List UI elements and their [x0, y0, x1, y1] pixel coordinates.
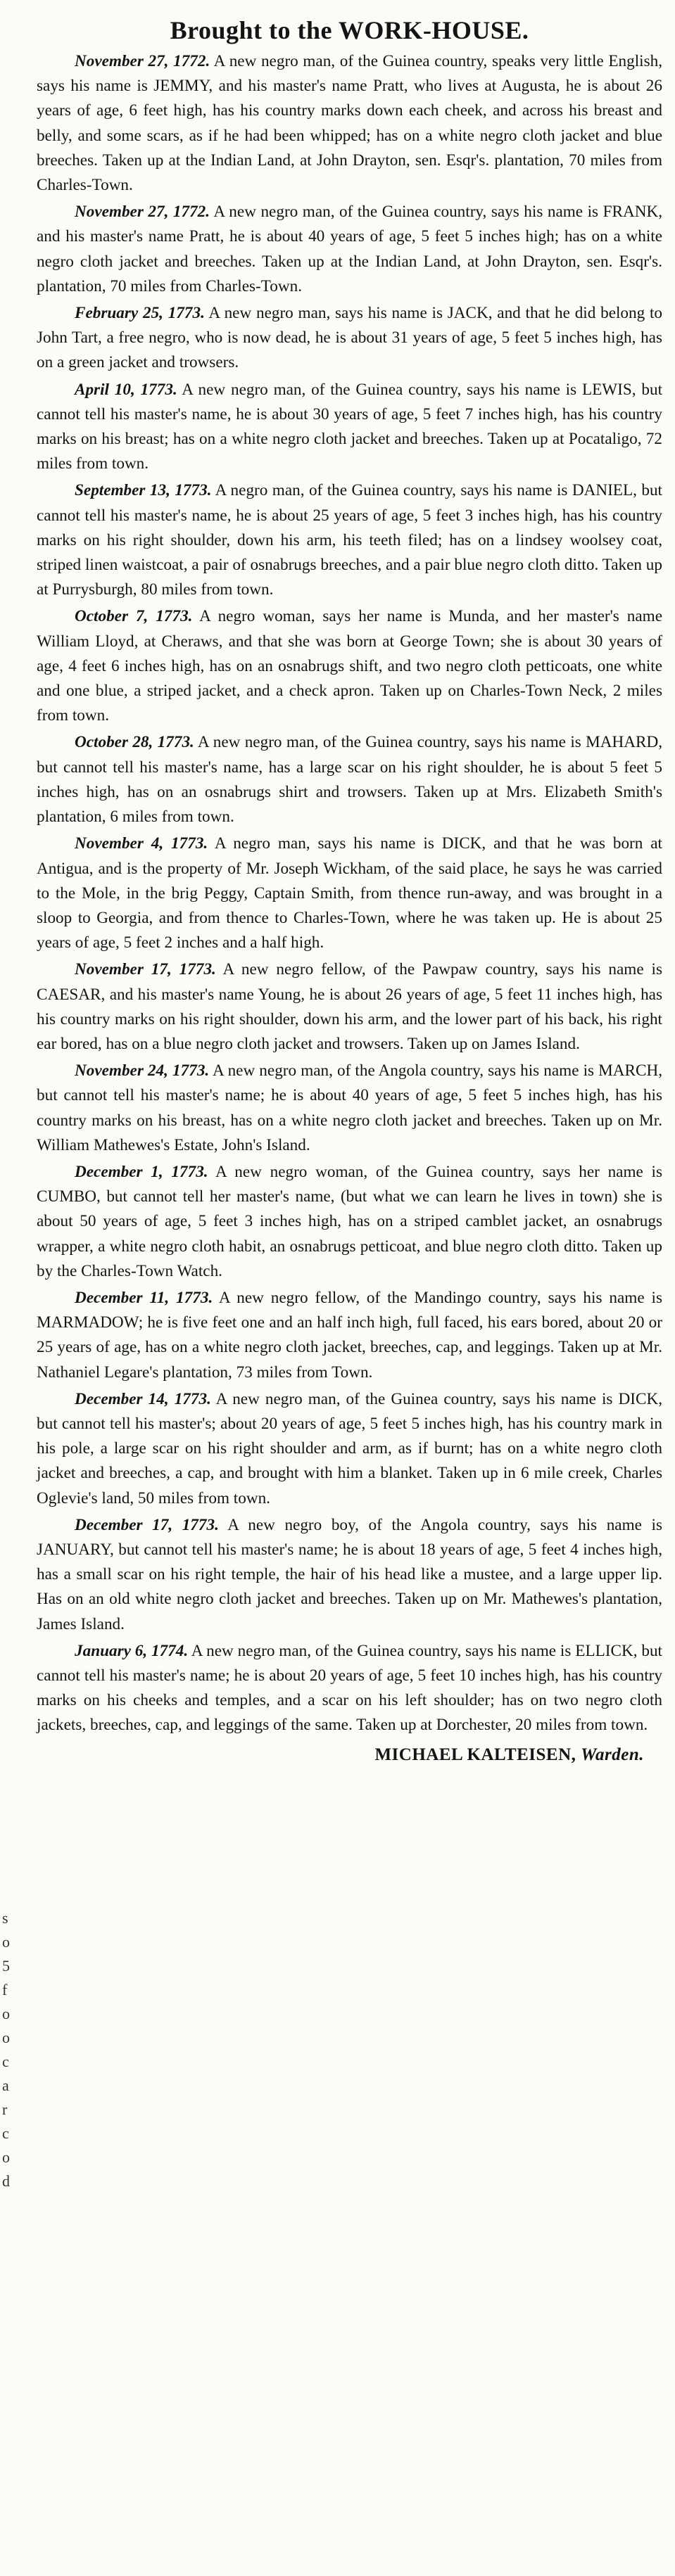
- margin-fragment: d: [2, 2172, 10, 2190]
- advertisement-entry: [37, 49, 662, 198]
- advertisement-entry: [37, 301, 662, 376]
- margin-fragment: s: [2, 1909, 8, 1927]
- advertisement-list: [37, 49, 662, 1738]
- margin-fragment: o: [2, 2005, 10, 2022]
- entry-date: November 27, 1772.: [75, 203, 210, 222]
- margin-fragment: c: [2, 2124, 9, 2142]
- advertisement-entry: [37, 1513, 662, 1637]
- advertisement-entry: [37, 1059, 662, 1158]
- entry-text: A new negro man, of the Guinea country, speaks very little English, says his name is JEMMY, and his master's name Pratt, who lives at Augusta, he is about 26 years of age, 6 feet high, has his country marks down each cheek, and across his breast and belly, and some scars, as if he had been whipped; has on a white negro cloth jacket and blue breeches. Taken up at the Indian Land, at John Drayton, sen. Esqr's. plantation, 70 miles from Charles-Town.: [37, 52, 662, 195]
- advertisement-entry: [37, 957, 662, 1057]
- advertisement-entry: [37, 1160, 662, 1284]
- entry-text: A new negro fellow, of the Mandingo country, says his name is MARMADOW; he is five feet one and an half inch high, full faced, his ears bored, about 20 or 25 years of age, has on a white negro cloth jacket, breeches, cap, and leggings. Taken up at Mr. Nathaniel Legare's plantation, 73 miles from Town.: [37, 1288, 662, 1382]
- entry-text: A negro man, says his name is DICK, and that he was born at Antigua, and is the property of Mr. Joseph Wickham, of the said place, he says he was carried to the Mole, in the brig Peggy, Captain Smith, from thence run-away, and was brought in a sloop to Georgia, and from thence to Charles-Town, where he was taken up. He is about 25 years of age, 5 feet 2 inches and a half high.: [37, 834, 662, 952]
- advertisement-entry: [37, 730, 662, 829]
- entry-text: A negro woman, says her name is Munda, and her master's name William Lloyd, at Cheraws, and that she was born at George Town; she is about 30 years of age, 4 feet 6 inches high, has on an osnabrugs shift, and two negro cloth petticoats, one white and one blue, a striped jacket, and a check apron. Taken up on Charles-Town Neck, 2 miles from town.: [37, 607, 662, 725]
- advertisement-entry: [37, 200, 662, 299]
- entry-text: A new negro man, of the Guinea country, says his name is LEWIS, but cannot tell his master's name, he is about 30 years of age, 5 feet 7 inches high, has his country marks on his breast; has on a white negro cloth jacket and breeches. Taken up at Pocataligo, 72 miles from town.: [37, 380, 663, 473]
- entry-date: November 17, 1773.: [75, 960, 216, 979]
- entry-text: A new negro boy, of the Angola country, says his name is JANUARY, but cannot tell his master's name; he is about 18 years of age, 5 feet 4 inches high, has a small scar on his right temple, the hair of his head like a mustee, and a large upper lip. Has on an old white negro cloth jacket and breeches. Taken up on Mr. Mathewes's plantation, James Island.: [37, 1515, 662, 1633]
- advertisement-entry: [37, 478, 662, 602]
- advertisement-entry: [37, 1387, 662, 1511]
- margin-fragment: c: [2, 2053, 9, 2070]
- entry-date: November 27, 1772.: [75, 52, 210, 70]
- entry-text: A new negro man, of the Guinea country, says his name is FRANK, and his master's name Pratt, he is about 40 years of age, 5 feet 5 inches high; has on a white negro cloth jacket and breeches. Taken up at the Indian Land, at John Drayton, sen. Esqr's. plantation, 70 miles from Charles-Town.: [37, 203, 662, 295]
- signature-role: Warden.: [581, 1745, 644, 1764]
- entry-date: December 17, 1773.: [75, 1515, 219, 1534]
- advertisement-entry: [37, 604, 662, 728]
- entry-date: November 24, 1773.: [75, 1061, 210, 1080]
- margin-fragment: 5: [2, 1957, 10, 1975]
- entry-date: December 11, 1773.: [75, 1288, 213, 1307]
- entry-text: A new negro woman, of the Guinea country, says her name is CUMBO, but cannot tell her master's name, (but what we can learn he lives in town) she is about 50 years of age, 5 feet 3 inches high, has on a striped camblet jacket, an osnabrugs wrapper, a white negro cloth habit, an osnabrugs petticoat, and blue negro cloth ditto. Taken up by the Charles-Town Watch.: [37, 1162, 662, 1280]
- entry-text: A new negro man, of the Guinea country, says his name is DICK, but cannot tell his master's; about 20 years of age, 5 feet 5 inches high, has his country mark in his pole, a large scar on his right shoulder and arm, as if burnt; has on a white negro cloth jacket and breeches, a cap, and brought with him a blanket. Taken up in 6 mile creek, Charles Oglevie's land, 50 miles from town.: [37, 1389, 662, 1507]
- margin-fragment: o: [2, 1933, 10, 1951]
- signature: [37, 1745, 644, 1765]
- entry-date: December 1, 1773.: [75, 1162, 208, 1181]
- entry-date: September 13, 1773.: [75, 481, 212, 500]
- entry-date: October 28, 1773.: [75, 733, 194, 752]
- entry-date: February 25, 1773.: [75, 304, 205, 323]
- advertisement-entry: [37, 1639, 662, 1738]
- entry-text: A new negro man, of the Guinea country, says his name is ELLICK, but cannot tell his master's name; he is about 20 years of age, 5 feet 10 inches high, has his country marks on his cheeks and temples, and a scar on his left shoulder; has on two negro cloth jackets, breeches, cap, and leggings of the same. Taken up at Dorchester, 20 miles from town.: [37, 1641, 662, 1735]
- entry-text: A negro man, of the Guinea country, says his name is DANIEL, but cannot tell his master's name, he is about 25 years of age, 5 feet 3 inches high, has his country marks on his right shoulder, down his arm, his teeth filed; has on a lindsey woolsey coat, striped linen waistcoat, a pair of osnabrugs breeches, and a pair blue negro cloth ditto. Taken up at Purrysburgh, 80 miles from town.: [37, 481, 662, 599]
- advertisement-entry: [37, 831, 662, 955]
- margin-fragment: o: [2, 2148, 10, 2166]
- page-title: Brought to the WORK-HOUSE.: [170, 16, 529, 44]
- advertisement-entry: [37, 378, 662, 477]
- entry-date: January 6, 1774.: [75, 1641, 189, 1660]
- entry-date: April 10, 1773.: [75, 380, 177, 399]
- margin-fragment: o: [2, 2029, 10, 2046]
- entry-text: A new negro man, of the Guinea country, says his name is MAHARD, but cannot tell his master's name, has a large scar on his right shoulder, he is about 5 feet 5 inches high, has on an osnabrugs shirt and trowsers. Taken up at Mrs. Elizabeth Smith's plantation, 6 miles from town.: [37, 733, 662, 827]
- entry-date: December 14, 1773.: [75, 1389, 211, 1408]
- entry-text: A new negro man, of the Angola country, says his name is MARCH, but cannot tell his master's name; he is about 40 years of age, 5 feet 5 inches high, has his country marks on his breast, has on a white negro cloth jacket and breeches. Taken up on Mr. William Mathewes's Estate, John's Island.: [37, 1061, 662, 1154]
- entry-text: A new negro fellow, of the Pawpaw country, says his name is CAESAR, and his master's name Young, he is about 26 years of age, 5 feet 11 inches high, has his country marks on his right shoulder, down his arm, and the lower part of his back, his right ear bored, has on a blue negro cloth jacket and trowsers. Taken up on James Island.: [37, 960, 662, 1053]
- entry-text: A new negro man, says his name is JACK, and that he did belong to John Tart, a free negro, who is now dead, he is about 31 years of age, 5 feet 5 inches high, has on a green jacket and trowsers.: [37, 304, 663, 372]
- margin-fragment: f: [2, 1981, 8, 1998]
- margin-fragment: a: [2, 2077, 9, 2094]
- margin-fragment: r: [2, 2100, 8, 2118]
- advertisement-entry: [37, 1286, 662, 1385]
- entry-date: October 7, 1773.: [75, 607, 193, 626]
- left-margin-fragments: [2, 1906, 11, 2193]
- signature-name: MICHAEL KALTEISEN,: [374, 1745, 576, 1764]
- entry-date: November 4, 1773.: [75, 834, 208, 853]
